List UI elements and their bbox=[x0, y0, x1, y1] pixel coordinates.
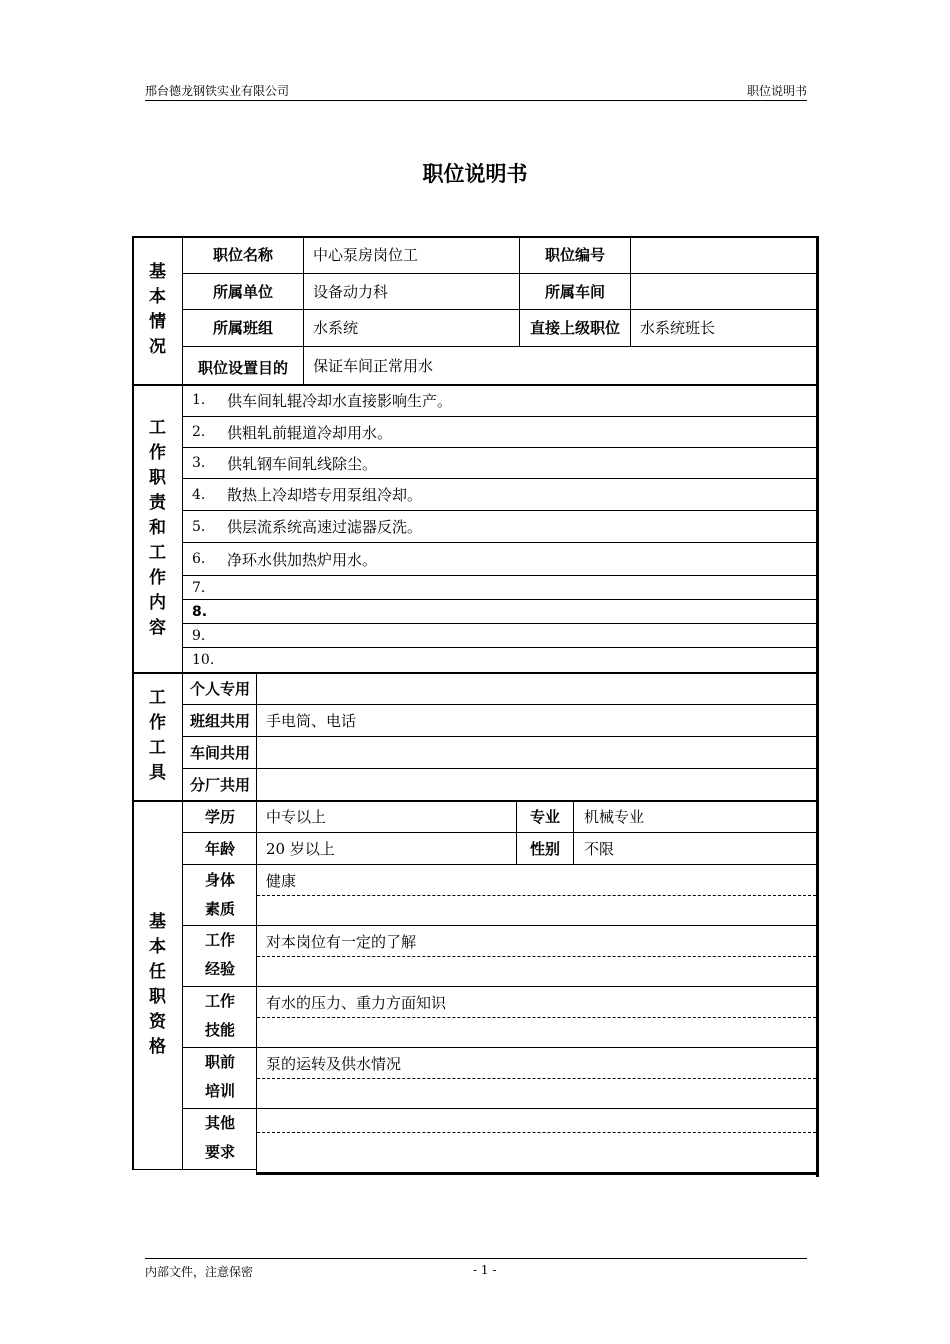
job-description-table bbox=[132, 236, 819, 1177]
age-label: 年龄 bbox=[204, 839, 235, 858]
table-border bbox=[183, 736, 816, 737]
table-dashed-line bbox=[257, 895, 816, 896]
page-header bbox=[145, 82, 807, 101]
superior-label: 直接上级职位 bbox=[529, 319, 620, 337]
table-border bbox=[132, 1169, 257, 1170]
table-border bbox=[183, 309, 816, 310]
position-name-value: 中心泵房岗位工 bbox=[313, 246, 419, 264]
major-label: 专业 bbox=[529, 807, 560, 826]
duty-num-1: 1. bbox=[192, 392, 206, 408]
qual-value-experience: 对本岗位有一定的了解 bbox=[266, 932, 417, 951]
table-dashed-line bbox=[257, 1132, 816, 1133]
table-dashed-line bbox=[257, 956, 816, 957]
table-border bbox=[183, 986, 816, 987]
duty-num-2: 2. bbox=[192, 424, 206, 440]
qual-value-other bbox=[266, 1109, 806, 1139]
workshop-label: 所属车间 bbox=[544, 282, 605, 301]
table-border bbox=[183, 542, 816, 543]
duty-num-9: 9. bbox=[192, 627, 206, 644]
table-border bbox=[183, 478, 816, 479]
table-border bbox=[183, 864, 816, 865]
unit-value: 设备动力科 bbox=[313, 282, 389, 301]
table-border bbox=[183, 575, 816, 576]
table-border bbox=[183, 599, 816, 600]
table-dashed-line bbox=[257, 1017, 816, 1018]
table-border bbox=[132, 672, 819, 674]
page-number: - 1 - bbox=[473, 1263, 497, 1277]
table-border bbox=[183, 925, 816, 926]
duty-num-8: 8. bbox=[192, 603, 208, 620]
table-border bbox=[132, 384, 819, 386]
table-border bbox=[183, 447, 816, 448]
education-value: 中专以上 bbox=[266, 807, 327, 826]
position-code-label: 职位编号 bbox=[544, 246, 605, 264]
tool-value-plant bbox=[266, 769, 806, 800]
page-title: 职位说明书 bbox=[422, 162, 528, 186]
team-value: 水系统 bbox=[313, 319, 359, 337]
tool-label-personal: 个人专用 bbox=[189, 680, 250, 698]
doc-type: 职位说明书 bbox=[746, 84, 807, 98]
qual-value-training: 泵的运转及供水情况 bbox=[266, 1054, 402, 1073]
tool-label-plant: 分厂共用 bbox=[189, 776, 250, 794]
qual-label-training: 职前 培训 bbox=[204, 1053, 235, 1100]
section-qualifications: 基本任职资格 bbox=[149, 912, 166, 1057]
team-label: 所属班组 bbox=[212, 319, 273, 337]
table-border bbox=[256, 1172, 819, 1175]
table-dashed-line bbox=[257, 1078, 816, 1079]
qual-label-experience: 工作 经验 bbox=[204, 931, 235, 978]
purpose-value: 保证车间正常用水 bbox=[313, 356, 434, 375]
table-border bbox=[816, 236, 819, 1177]
table-border bbox=[516, 800, 517, 864]
unit-label: 所属单位 bbox=[212, 282, 273, 301]
confidential-note: 内部文件，注意保密 bbox=[145, 1265, 254, 1279]
table-border bbox=[303, 236, 304, 384]
position-name-label: 职位名称 bbox=[212, 246, 273, 264]
duty-num-7: 7. bbox=[192, 579, 206, 596]
duty-text-2: 供粗轧前辊道冷却用水。 bbox=[227, 423, 393, 442]
section-tools: 工作工具 bbox=[149, 688, 166, 783]
duty-text-5: 供层流系统高速过滤器反洗。 bbox=[227, 518, 423, 536]
superior-value: 水系统班长 bbox=[640, 319, 716, 337]
table-border bbox=[132, 236, 819, 238]
gender-value: 不限 bbox=[584, 839, 615, 858]
duty-text-1: 供车间轧辊冷却水直接影响生产。 bbox=[227, 391, 453, 410]
qual-value-physical: 健康 bbox=[266, 871, 297, 890]
age-value: 20 岁以上 bbox=[266, 839, 335, 858]
duty-num-6: 6. bbox=[192, 551, 206, 567]
duty-num-3: 3. bbox=[192, 455, 206, 471]
workshop-value bbox=[640, 273, 810, 309]
position-code-value bbox=[640, 236, 810, 273]
gender-label: 性别 bbox=[529, 839, 560, 858]
table-border bbox=[183, 273, 816, 274]
duty-text-4: 散热上冷却塔专用泵组冷却。 bbox=[227, 486, 423, 504]
table-border bbox=[183, 704, 816, 705]
page-footer bbox=[145, 1258, 807, 1279]
section-basic: 基本情况 bbox=[149, 262, 166, 357]
table-border bbox=[183, 1108, 816, 1109]
table-border bbox=[573, 800, 574, 864]
tool-value-team: 手电筒、电话 bbox=[266, 712, 357, 730]
table-border bbox=[256, 672, 257, 1172]
major-value: 机械专业 bbox=[584, 807, 645, 826]
tool-label-team: 班组共用 bbox=[189, 712, 250, 730]
duty-num-10: 10. bbox=[192, 651, 215, 668]
table-border bbox=[132, 236, 134, 1170]
table-border bbox=[183, 510, 816, 511]
table-border bbox=[183, 1047, 816, 1048]
section-duties: 工作职责和工作内容 bbox=[149, 417, 166, 638]
company-name: 邢台德龙钢铁实业有限公司 bbox=[145, 84, 290, 98]
table-border bbox=[132, 800, 819, 802]
tool-value-workshop bbox=[266, 737, 806, 768]
qual-label-physical: 身体 素质 bbox=[204, 871, 235, 918]
duty-text-6: 净环水供加热炉用水。 bbox=[227, 550, 378, 569]
tool-value-personal bbox=[266, 673, 806, 704]
tool-label-workshop: 车间共用 bbox=[189, 744, 250, 762]
purpose-label: 职位设置目的 bbox=[197, 358, 288, 377]
education-label: 学历 bbox=[204, 807, 235, 826]
table-border bbox=[183, 832, 816, 833]
table-border bbox=[183, 647, 816, 648]
qual-label-skills: 工作 技能 bbox=[204, 992, 235, 1039]
qual-value-skills: 有水的压力、重力方面知识 bbox=[266, 993, 447, 1012]
table-border bbox=[183, 623, 816, 624]
table-border bbox=[630, 236, 631, 346]
table-border bbox=[183, 346, 816, 347]
table-border bbox=[183, 768, 816, 769]
table-border bbox=[519, 236, 520, 346]
duty-text-3: 供轧钢车间轧线除尘。 bbox=[227, 454, 378, 473]
qual-label-other: 其他 要求 bbox=[204, 1114, 235, 1161]
duty-num-5: 5. bbox=[192, 518, 206, 535]
table-border bbox=[183, 416, 816, 417]
table-border bbox=[182, 236, 183, 1170]
duty-num-4: 4. bbox=[192, 486, 206, 503]
